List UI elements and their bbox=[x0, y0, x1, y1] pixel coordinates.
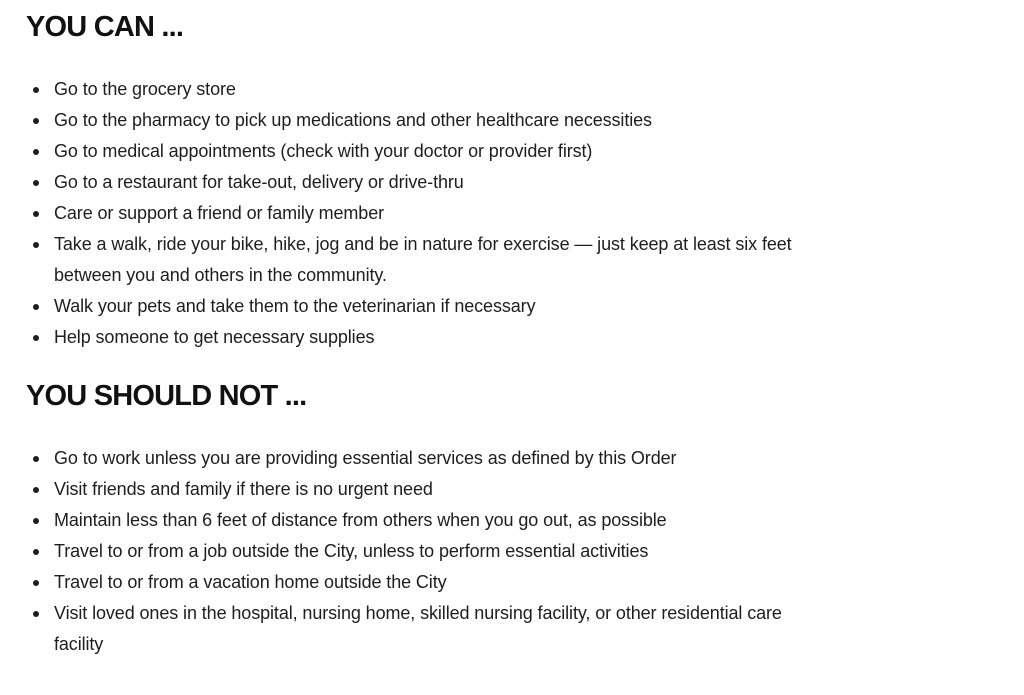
list-item: Visit friends and family if there is no urgent need bbox=[26, 474, 796, 505]
you-can-heading: YOU CAN ... bbox=[26, 11, 184, 43]
list-item: Maintain less than 6 feet of distance from others when you go out, as possible bbox=[26, 505, 796, 536]
you-should-not-heading: YOU SHOULD NOT ... bbox=[26, 380, 307, 412]
list-item: Go to the grocery store bbox=[26, 74, 796, 105]
list-item: Walk your pets and take them to the veterinarian if necessary bbox=[26, 291, 796, 322]
list-item: Care or support a friend or family member bbox=[26, 198, 796, 229]
list-item: Travel to or from a job outside the City, unless to perform essential activities bbox=[26, 536, 796, 567]
list-item: Go to the pharmacy to pick up medications and other healthcare necessities bbox=[26, 105, 796, 136]
list-item: Go to a restaurant for take-out, delivery or drive-thru bbox=[26, 167, 796, 198]
list-item: Help someone to get necessary supplies bbox=[26, 322, 796, 353]
list-item: Go to work unless you are providing essential services as defined by this Order bbox=[26, 443, 796, 474]
you-should-not-list bbox=[26, 443, 796, 660]
you-can-list bbox=[26, 74, 796, 353]
list-item: Travel to or from a vacation home outside the City bbox=[26, 567, 796, 598]
list-item: Visit loved ones in the hospital, nursing home, skilled nursing facility, or other residential care facility bbox=[26, 598, 796, 660]
list-item: Take a walk, ride your bike, hike, jog and be in nature for exercise — just keep at least six feet between you and others in the community. bbox=[26, 229, 796, 291]
list-item: Go to medical appointments (check with your doctor or provider first) bbox=[26, 136, 796, 167]
